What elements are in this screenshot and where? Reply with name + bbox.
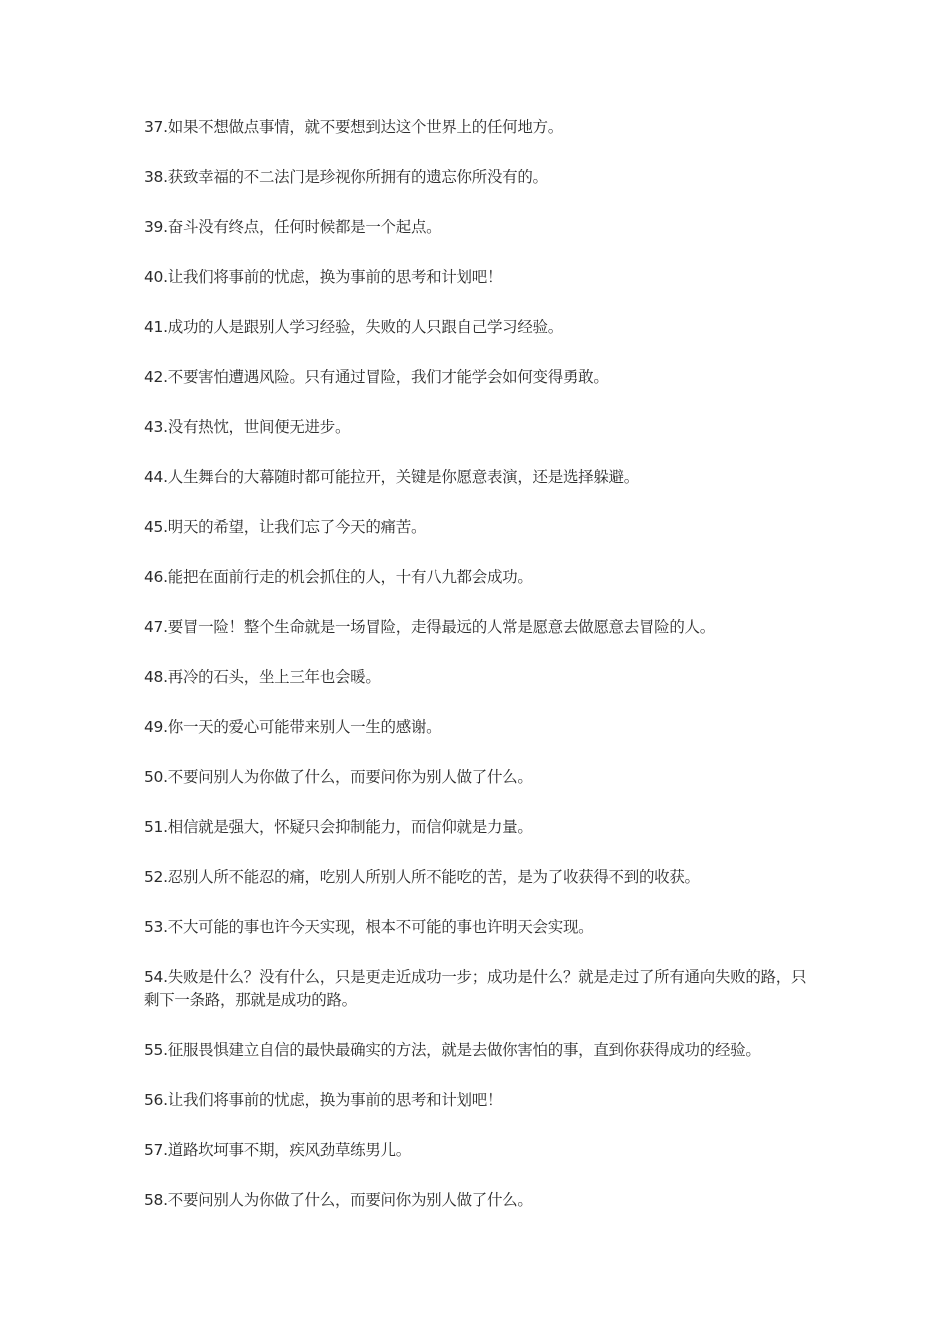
quote-paragraph-40: 40.让我们将事前的忧虑，换为事前的思考和计划吧！: [144, 268, 503, 286]
quote-paragraph-42: 42.不要害怕遭遇风险。只有通过冒险，我们才能学会如何变得勇敢。: [144, 368, 609, 386]
quote-paragraph-51: 51.相信就是强大，怀疑只会抑制能力，而信仰就是力量。: [144, 818, 533, 836]
document-body: [144, 116, 816, 1239]
quote-paragraph-55: 55.征服畏惧建立自信的最快最确实的方法，就是去做你害怕的事，直到你获得成功的经验。: [144, 1041, 761, 1059]
quote-paragraph-47: 47.要冒一险！整个生命就是一场冒险，走得最远的人常是愿意去做愿意去冒险的人。: [144, 618, 715, 636]
quote-paragraph-41: 41.成功的人是跟别人学习经验，失败的人只跟自己学习经验。: [144, 318, 563, 336]
quote-paragraph-38: 38.获致幸福的不二法门是珍视你所拥有的遗忘你所没有的。: [144, 168, 548, 186]
quote-paragraph-46: 46.能把在面前行走的机会抓住的人，十有八九都会成功。: [144, 568, 533, 586]
quote-paragraph-44: 44.人生舞台的大幕随时都可能拉开，关键是你愿意表演，还是选择躲避。: [144, 468, 639, 486]
quote-paragraph-43: 43.没有热忱，世间便无进步。: [144, 418, 351, 436]
quote-paragraph-37: 37.如果不想做点事情，就不要想到达这个世界上的任何地方。: [144, 118, 563, 136]
quote-paragraph-57: 57.道路坎坷事不期，疾风劲草练男儿。: [144, 1141, 411, 1159]
quote-paragraph-49: 49.你一天的爱心可能带来别人一生的感谢。: [144, 718, 442, 736]
quote-paragraph-52: 52.忍别人所不能忍的痛，吃别人所别人所不能吃的苦，是为了收获得不到的收获。: [144, 868, 700, 886]
quote-paragraph-48: 48.再冷的石头，坐上三年也会暖。: [144, 668, 381, 686]
quote-paragraph-58: 58.不要问别人为你做了什么，而要问你为别人做了什么。: [144, 1191, 533, 1209]
quote-paragraph-53: 53.不大可能的事也许今天实现，根本不可能的事也许明天会实现。: [144, 918, 594, 936]
quote-paragraph-54: 54.失败是什么？没有什么，只是更走近成功一步；成功是什么？就是走过了所有通向失败的路，只剩下一条路，那就是成功的路。: [144, 968, 807, 1009]
quote-paragraph-39: 39.奋斗没有终点，任何时候都是一个起点。: [144, 218, 442, 236]
quote-paragraph-45: 45.明天的希望，让我们忘了今天的痛苦。: [144, 518, 427, 536]
quote-paragraph-50: 50.不要问别人为你做了什么，而要问你为别人做了什么。: [144, 768, 533, 786]
quote-paragraph-56: 56.让我们将事前的忧虑，换为事前的思考和计划吧！: [144, 1091, 503, 1109]
